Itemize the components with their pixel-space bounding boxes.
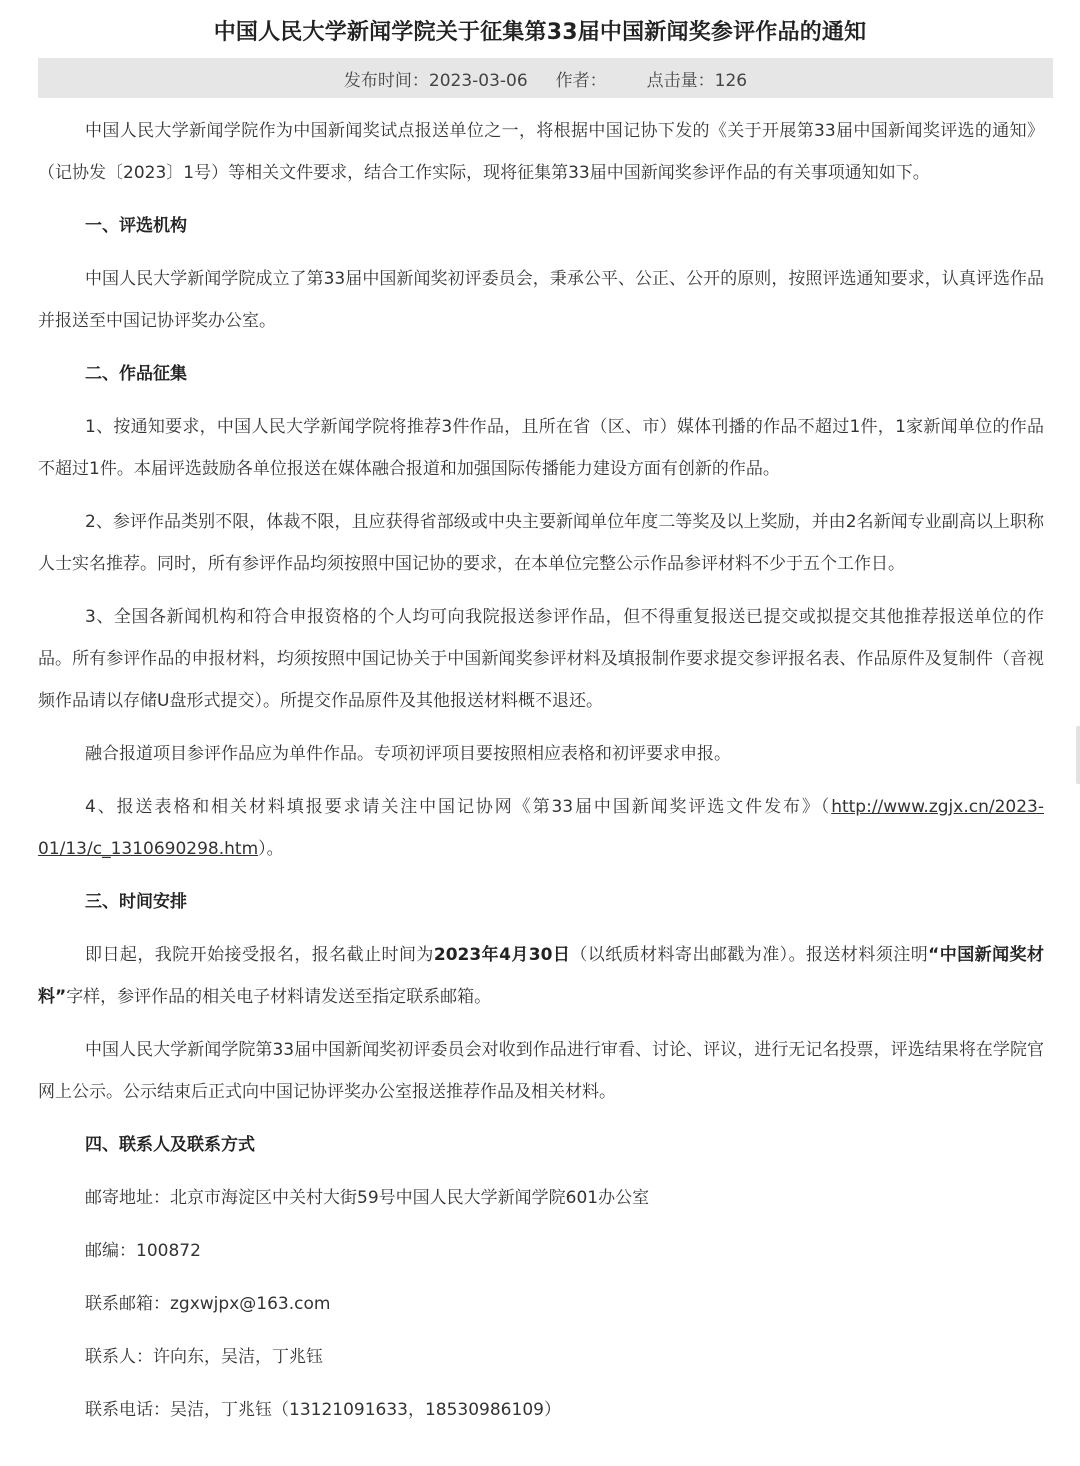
section-heading-schedule: 三、时间安排 — [85, 892, 187, 912]
publish-label: 发布时间： — [343, 70, 429, 91]
views-label: 点击量： — [646, 70, 715, 91]
section-heading-contact: 四、联系人及联系方式 — [85, 1135, 255, 1155]
publish-date-value: 2023-03-06 — [428, 70, 528, 91]
collection-item-3: 3、全国各新闻机构和符合申报资格的个人均可向我院报送参评作品，但不得重复报送已提交或拟提交其他推荐报送单位的作品。所有参评作品的申报材料，均须按照中国记协关于中国新闻奖参评材料及填报制作要求提交参评报名表、作品原件及复制件（音视频作品请以存储U盘形式提交）。所提交作品原件及其他报送材料概不退还。 — [38, 607, 1044, 711]
collection-item-4 — [38, 786, 1044, 870]
contact-email: 联系邮箱：zgxwjpx@163.com — [85, 1294, 331, 1314]
deadline-date: 2023年4月30日 — [433, 945, 571, 965]
collection-note: 融合报道项目参评作品应为单件作品。专项初评项目要按照相应表格和初评要求申报。 — [85, 744, 731, 764]
material-marker: “中国新闻奖材料” — [38, 945, 1044, 1007]
intro-paragraph: 中国人民大学新闻学院作为中国新闻奖试点报送单位之一，将根据中国记协下发的《关于开展第33届中国新闻奖评选的通知》（记协发〔2023〕1号）等相关文件要求，结合工作实际，现将征集第33届中国新闻奖参评作品的有关事项通知如下。 — [38, 121, 1044, 183]
contact-persons: 联系人：许向东，吴洁，丁兆钰 — [85, 1347, 323, 1367]
zgjx-link[interactable]: http://www.zgjx.cn/2023-01/13/c_1310690298.htm — [38, 797, 1044, 859]
article-meta-bar — [38, 58, 1053, 98]
section-heading-collection: 二、作品征集 — [85, 364, 187, 384]
publish-date — [344, 66, 528, 91]
schedule-paragraph-2: 中国人民大学新闻学院第33届中国新闻奖初评委员会对收到作品进行审看、讨论、评议，进行无记名投票，评选结果将在学院官网上公示。公示结束后正式向中国记协评奖办公室报送推荐作品及相关材料。 — [38, 1040, 1044, 1102]
collection-item-1: 1、按通知要求，中国人民大学新闻学院将推荐3件作品，且所在省（区、市）媒体刊播的作品不超过1件，1家新闻单位的作品不超过1件。本届评选鼓励各单位报送在媒体融合报道和加强国际传播能力建设方面有创新的作品。 — [38, 417, 1044, 479]
article-body — [38, 110, 1044, 1442]
item4-suffix: ）。 — [258, 839, 284, 859]
view-count — [647, 66, 747, 91]
schedule-prefix: 即日起，我院开始接受报名，报名截止时间为 — [85, 945, 434, 965]
schedule-suffix: 字样，参评作品的相关电子材料请发送至指定联系邮箱。 — [66, 987, 492, 1007]
section-heading-organization: 一、评选机构 — [85, 216, 187, 236]
organization-paragraph: 中国人民大学新闻学院成立了第33届中国新闻奖初评委员会，秉承公平、公正、公开的原则，按照评选通知要求，认真评选作品并报送至中国记协评奖办公室。 — [38, 269, 1044, 331]
collection-item-2: 2、参评作品类别不限，体裁不限，且应获得省部级或中央主要新闻单位年度二等奖及以上奖励，并由2名新闻专业副高以上职称人士实名推荐。同时，所有参评作品均须按照中国记协的要求，在本单位完整公示作品参评材料不少于五个工作日。 — [38, 512, 1044, 574]
page-title: 中国人民大学新闻学院关于征集第33届中国新闻奖参评作品的通知 — [213, 20, 867, 45]
schedule-paragraph-1 — [38, 934, 1044, 1018]
item4-prefix: 4、报送表格和相关材料填报要求请关注中国记协网《第33届中国新闻奖评选文件发布》（ — [85, 797, 832, 817]
scroll-edge-indicator[interactable] — [1076, 726, 1080, 784]
schedule-middle: （以纸质材料寄出邮戳为准）。报送材料须注明 — [570, 945, 929, 965]
contact-address: 邮寄地址：北京市海淀区中关村大街59号中国人民大学新闻学院601办公室 — [85, 1188, 650, 1208]
contact-postcode: 邮编：100872 — [85, 1241, 201, 1261]
author-label: 作者： — [555, 70, 607, 91]
author — [556, 66, 607, 91]
views-value: 126 — [714, 70, 748, 91]
contact-phone: 联系电话：吴洁，丁兆钰（13121091633，18530986109） — [85, 1400, 561, 1420]
